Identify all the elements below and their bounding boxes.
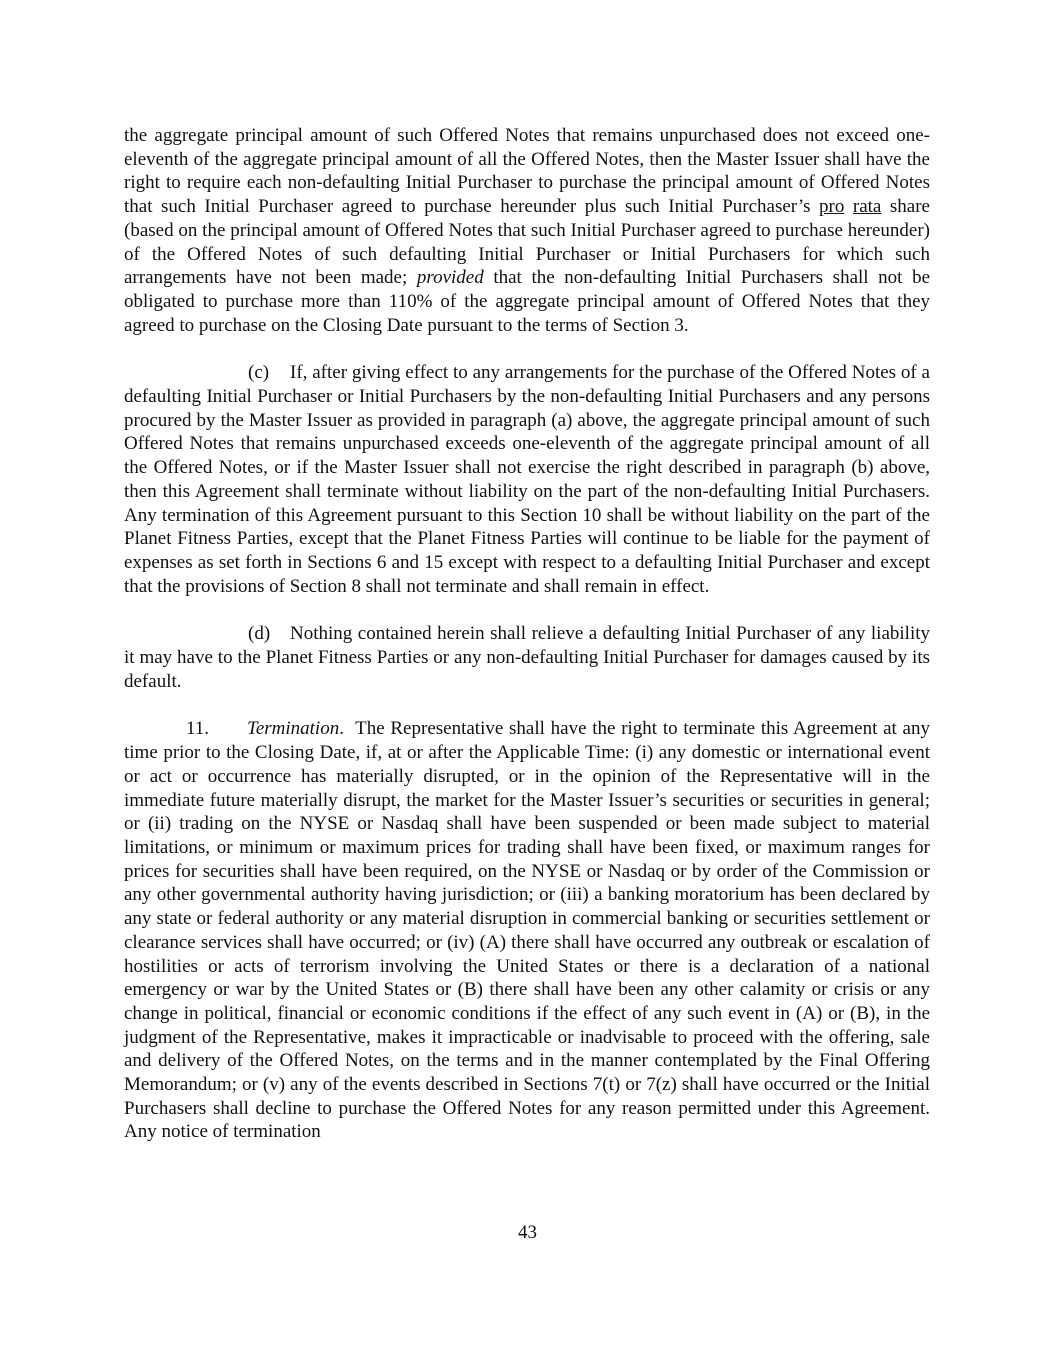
paragraph-b-text-3: that the non-defaulting Initial Purchasers shall not be obligated to purchase more than 110% of the aggregate principal amount of Offered Notes that they agreed to purchase on the Closing Date pursuant to the terms of Section 3. [124, 267, 931, 336]
paragraph-c-label: (c) [248, 362, 270, 384]
paragraph-b-continuation [124, 124, 930, 337]
paragraph-d [124, 622, 930, 693]
paragraph-b-text-2: share (based on the principal amount of Offered Notes that such Initial Purchaser agreed to purchase hereunder) of the Offered Notes of such defaulting Initial Purchaser or Initial Purchasers for which such arrangements have not been made; [124, 196, 930, 289]
term-pro: pro [819, 196, 845, 218]
section-11 [124, 717, 935, 1144]
term-rata: rata [852, 196, 882, 218]
document-page [124, 124, 935, 1168]
paragraph-c-text: If, after giving effect to any arrangements for the purchase of the Offered Notes of a defaulting Initial Purchaser or Initial Purchasers by the non-defaulting Initial Purchasers and any persons procured by the Master Issuer as provided in paragraph (a) above, the aggregate principal amount of such Offered Notes that remains unpurchased exceeds one-eleventh of the aggregate principal amount of all the Offered Notes, or if the Master Issuer shall not exercise the right described in paragraph (b) above, then this Agreement shall terminate without liability on the part of the non-defaulting Initial Purchasers. Any termination of this Agreement pursuant to this Section 10 shall be without liability on the part of the Planet Fitness Parties, except that the Planet Fitness Parties will continue to be liable for the payment of expenses as set forth in Sections 6 and 15 except with respect to a defaulting Initial Purchaser and except that the provisions of Section 8 shall not terminate and shall remain in effect. [124, 362, 930, 597]
section-11-heading-period: . [339, 718, 344, 740]
paragraph-d-label: (d) [248, 623, 271, 645]
section-11-heading: Termination [247, 718, 340, 740]
paragraph-b-text-1: the aggregate principal amount of such Offered Notes that remains unpurchased does not exceed one-eleventh of the aggregate principal amount of all the Offered Notes, then the Master Issuer shall have the right to require each non-defaulting Initial Purchaser to purchase the principal amount of Offered Notes that such Initial Purchaser agreed to purchase hereunder plus such Initial Purchaser’s [124, 125, 930, 218]
paragraph-d-text: Nothing contained herein shall relieve a defaulting Initial Purchaser of any liability it may have to the Planet Fitness Parties or any non-defaulting Initial Purchaser for damages caused by its default. [124, 623, 930, 692]
paragraph-c [124, 361, 930, 598]
page-number: 43 [518, 1222, 537, 1243]
term-space [844, 196, 853, 217]
section-11-text: The Representative shall have the right to terminate this Agreement at any time prior to the Closing Date, if, at or after the Applicable Time: (i) any domestic or international event or act or occurrence has materially disrupted, or in the opinion of the Representative will in the immediate future materially disrupt, the market for the Master Issuer’s securities or securities in general; or (ii) trading on the NYSE or Nasdaq shall have been suspended or been made subject to material limitations, or minimum or maximum prices for trading shall have been fixed, or maximum ranges for prices for securities shall have been required, on the NYSE or Nasdaq or by order of the Commission or any other governmental authority having jurisdiction; or (iii) a banking moratorium has been declared by any state or federal authority or any material disruption in commercial banking or securities settlement or clearance services shall have occurred; or (iv) (A) there shall have occurred any outbreak or escalation of hostilities or acts of terrorism involving the United States or there is a declaration of a national emergency or war by the United States or (B) there shall have been any other calamity or crisis or any change in political, financial or economic conditions if the effect of any such event in (A) or (B), in the judgment of the Representative, makes it impracticable or inadvisable to proceed with the offering, sale and delivery of the Offered Notes, on the terms and in the manner contemplated by the Final Offering Memorandum; or (v) any of the events described in Sections 7(t) or 7(z) shall have occurred or the Initial Purchasers shall decline to purchase the Offered Notes for any reason permitted under this Agreement. Any notice of termination [124, 718, 935, 1143]
term-provided: provided [416, 267, 484, 289]
section-11-number: 11. [186, 718, 210, 740]
